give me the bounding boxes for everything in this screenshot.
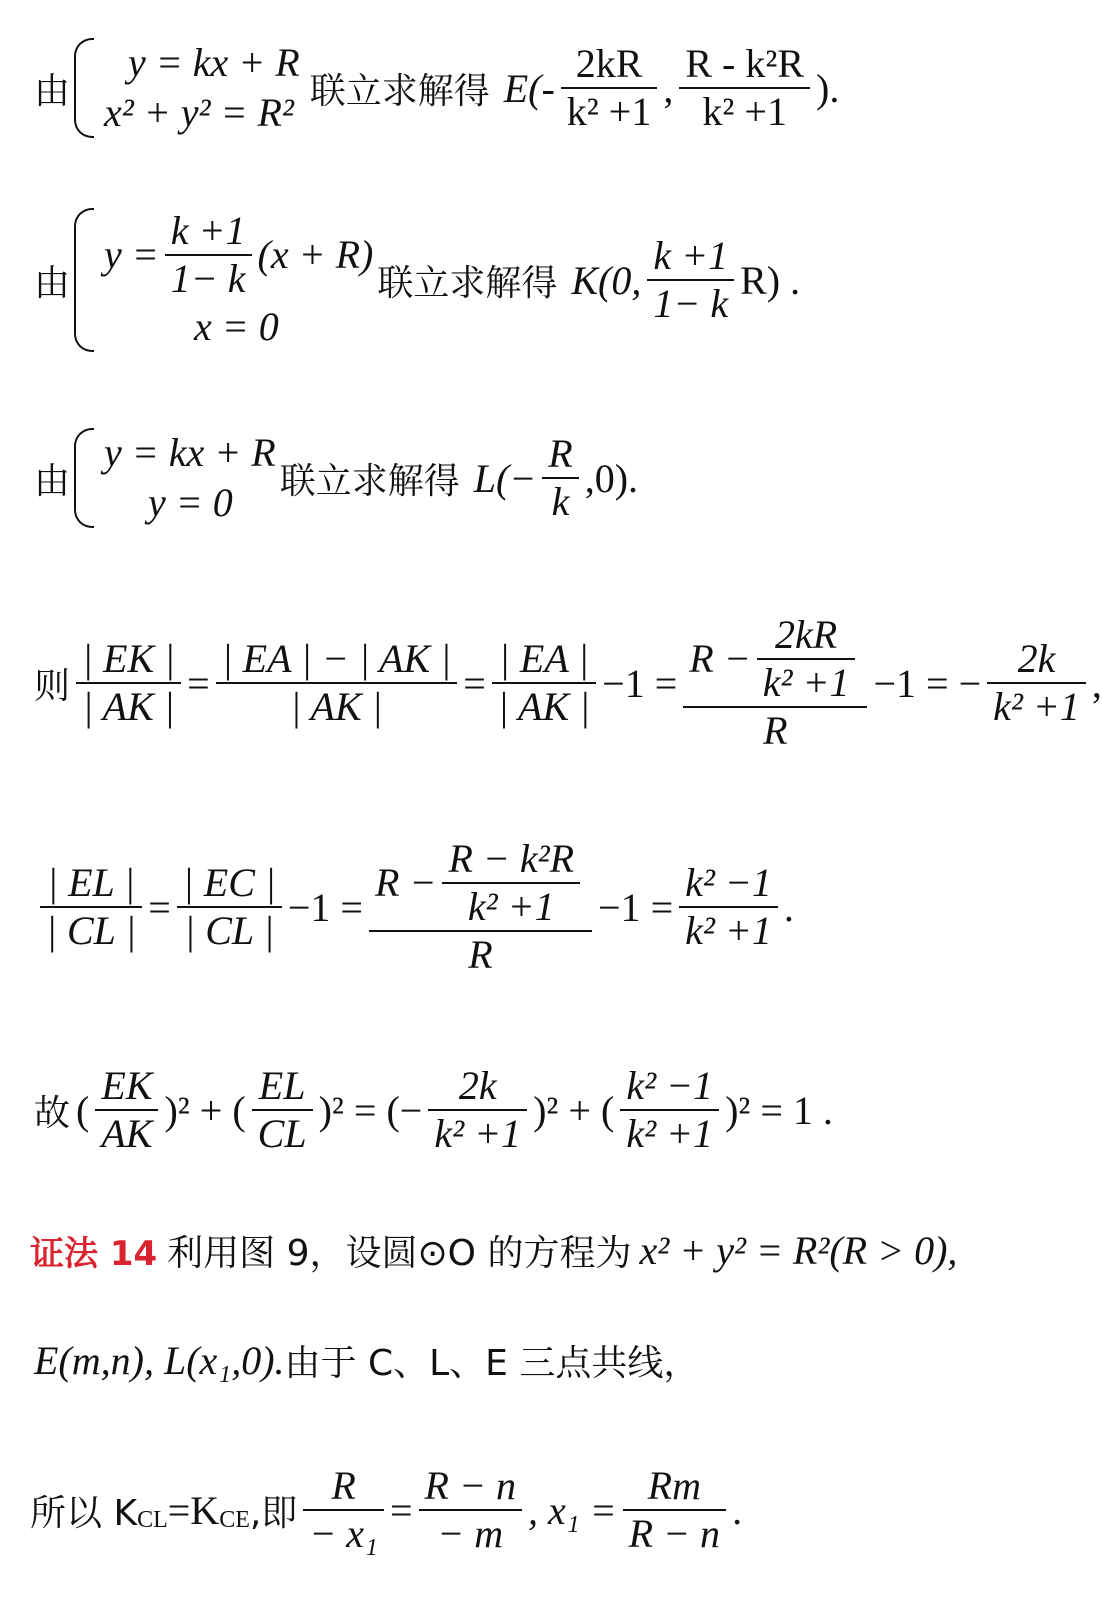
equation-system xyxy=(70,38,300,138)
equation-system xyxy=(70,428,276,528)
fraction xyxy=(679,860,778,954)
numerator: 2kR xyxy=(775,612,838,657)
solve-text: 联立求解得 xyxy=(309,70,490,112)
paren: )² + ( xyxy=(164,1087,246,1133)
minus-one: −1 = xyxy=(602,660,678,706)
fraction xyxy=(647,233,734,327)
fraction xyxy=(542,431,578,525)
fraction xyxy=(165,208,252,302)
numerator: | EA | − | AK | xyxy=(221,636,452,681)
lead-char: 故 xyxy=(34,1092,71,1134)
equals: = xyxy=(463,660,486,706)
left-brace-icon xyxy=(74,428,94,528)
circle-equation: x² + y² = R²(R > 0), xyxy=(639,1227,958,1273)
slope-equals: =K xyxy=(167,1487,220,1533)
closing: R) . xyxy=(740,257,801,303)
numerator: Rm xyxy=(647,1463,701,1508)
denominator: CL xyxy=(257,1111,307,1156)
fraction xyxy=(95,1063,158,1157)
minus-one: −1 = xyxy=(598,884,674,930)
denominator: k² +1 xyxy=(762,660,850,705)
fraction xyxy=(303,1463,384,1557)
fraction xyxy=(492,636,596,730)
fraction xyxy=(76,636,181,730)
complex-fraction xyxy=(683,612,867,754)
denominator: k² +1 xyxy=(434,1111,522,1156)
left-brace-icon xyxy=(74,38,94,138)
denominator: k² +1 xyxy=(993,684,1080,729)
line-solve-K xyxy=(0,200,1080,360)
system-eq-1: y = kx + R xyxy=(128,40,300,85)
fraction xyxy=(40,860,142,954)
slope-subscript: CL xyxy=(137,1506,168,1533)
line-solve-L xyxy=(0,418,1080,538)
numerator: 2kR xyxy=(575,41,643,86)
lead-char: 由 xyxy=(34,70,71,112)
numerator: 2k xyxy=(458,1063,497,1108)
numerator: k² −1 xyxy=(685,860,772,905)
numerator: | EL | xyxy=(47,860,136,905)
fraction xyxy=(177,860,282,954)
system-eq-2: y = 0 xyxy=(148,480,233,525)
numerator: k² −1 xyxy=(626,1063,714,1108)
numerator: EK xyxy=(101,1063,153,1108)
numerator: R − k²R xyxy=(448,836,575,881)
numerator: | EA | xyxy=(498,636,590,681)
slope-subscript: CE xyxy=(219,1506,250,1533)
lead-char: 则 xyxy=(34,665,71,707)
inner-fraction xyxy=(442,836,580,930)
denominator: k² +1 xyxy=(685,908,772,953)
denominator: k² +1 xyxy=(467,884,555,929)
denominator: | AK | xyxy=(497,684,591,729)
numerator: R xyxy=(331,1463,356,1508)
denominator: R xyxy=(763,708,788,753)
line-ratio-EL-CL xyxy=(0,822,1080,992)
left-brace-icon xyxy=(74,208,94,352)
fraction xyxy=(561,41,658,135)
equals: = xyxy=(389,1487,413,1533)
numerator: R − n xyxy=(424,1463,516,1508)
system-eq-2: x = 0 xyxy=(194,304,279,349)
lead-char: 由 xyxy=(34,262,71,304)
denominator: k² +1 xyxy=(626,1111,714,1156)
equals: = xyxy=(148,884,171,930)
numerator: R xyxy=(548,431,573,476)
complex-fraction xyxy=(369,836,592,978)
denominator: 1− k xyxy=(653,281,729,326)
closing: ,0). xyxy=(584,455,639,501)
denominator: k² +1 xyxy=(702,89,787,134)
denominator: AK xyxy=(101,1111,153,1156)
numerator: | EK | xyxy=(82,636,176,681)
denominator: k xyxy=(551,479,570,524)
system-eq-1: y = kx + R xyxy=(104,430,276,475)
point-label: K(0, xyxy=(571,257,642,303)
system-eq-1-rhs: (x + R) xyxy=(257,232,374,277)
numerator: | EC | xyxy=(182,860,276,905)
point-label: E(- xyxy=(503,65,555,111)
closing: , xyxy=(1091,660,1102,706)
denominator: R − n xyxy=(628,1511,721,1556)
minus-one: −1 = xyxy=(287,884,363,930)
method-label: 证法 14 xyxy=(30,1233,158,1274)
denominator: − x₁ xyxy=(309,1511,378,1556)
closing: )² = 1 . xyxy=(725,1087,833,1133)
numerator-lead: R − xyxy=(689,636,751,681)
paren: ( xyxy=(76,1087,90,1133)
denominator: − m xyxy=(437,1511,504,1556)
denominator: | AK | xyxy=(82,684,175,729)
collinear-text: 由于 C、L、E 三点共线， xyxy=(284,1342,700,1384)
denominator: | CL | xyxy=(46,908,137,953)
fraction xyxy=(252,1063,313,1157)
fraction xyxy=(428,1063,527,1157)
numerator: EL xyxy=(258,1063,306,1108)
system-eq-1-lhs: y = xyxy=(104,232,159,277)
solve-text: 联立求解得 xyxy=(279,460,460,502)
numerator: R - k²R xyxy=(685,41,805,86)
fraction xyxy=(987,636,1086,730)
solve-text: 联立求解得 xyxy=(377,262,558,304)
denominator: R xyxy=(468,932,493,977)
slope-text: 所以 K xyxy=(30,1492,138,1534)
paren: )² + ( xyxy=(533,1087,615,1133)
denominator: | AK | xyxy=(290,684,383,729)
system-eq-2: x² + y² = R² xyxy=(104,90,294,135)
numerator-lead: R − xyxy=(375,860,437,905)
closing: . xyxy=(783,884,794,930)
equation-system xyxy=(70,208,373,352)
fraction xyxy=(679,41,810,135)
inner-fraction xyxy=(757,612,856,706)
fraction xyxy=(620,1063,719,1157)
lead-char: 由 xyxy=(34,460,71,502)
fraction xyxy=(419,1463,522,1557)
comma: , xyxy=(663,65,674,111)
fraction xyxy=(216,636,458,730)
closing: ). xyxy=(816,65,840,111)
line-collinear xyxy=(0,1325,1080,1395)
numerator: k +1 xyxy=(653,233,729,278)
denominator: | CL | xyxy=(184,908,275,953)
slope-text-2: ,即 xyxy=(249,1492,298,1534)
line-slope xyxy=(0,1440,1080,1580)
line-ratio-EK-AK xyxy=(0,598,1102,768)
line-solve-E xyxy=(0,28,1080,148)
line-sum-squares xyxy=(0,1050,1080,1170)
equals: = xyxy=(187,660,210,706)
denominator: k² +1 xyxy=(566,89,652,134)
fraction xyxy=(623,1463,726,1557)
x1-equals: , x₁ = xyxy=(527,1487,617,1533)
method-text: 利用图 9，设圆⊙O 的方程为 xyxy=(167,1232,632,1274)
numerator: 2k xyxy=(1017,636,1056,681)
closing: . xyxy=(732,1487,743,1533)
points-math: E(m,n), L(x₁,0). xyxy=(34,1337,285,1383)
point-label: L(− xyxy=(473,455,537,501)
numerator: k +1 xyxy=(170,208,246,253)
denominator: 1− k xyxy=(170,256,246,301)
minus-one: −1 = − xyxy=(873,660,982,706)
line-method-14 xyxy=(0,1215,1080,1285)
paren: )² = (− xyxy=(318,1087,423,1133)
